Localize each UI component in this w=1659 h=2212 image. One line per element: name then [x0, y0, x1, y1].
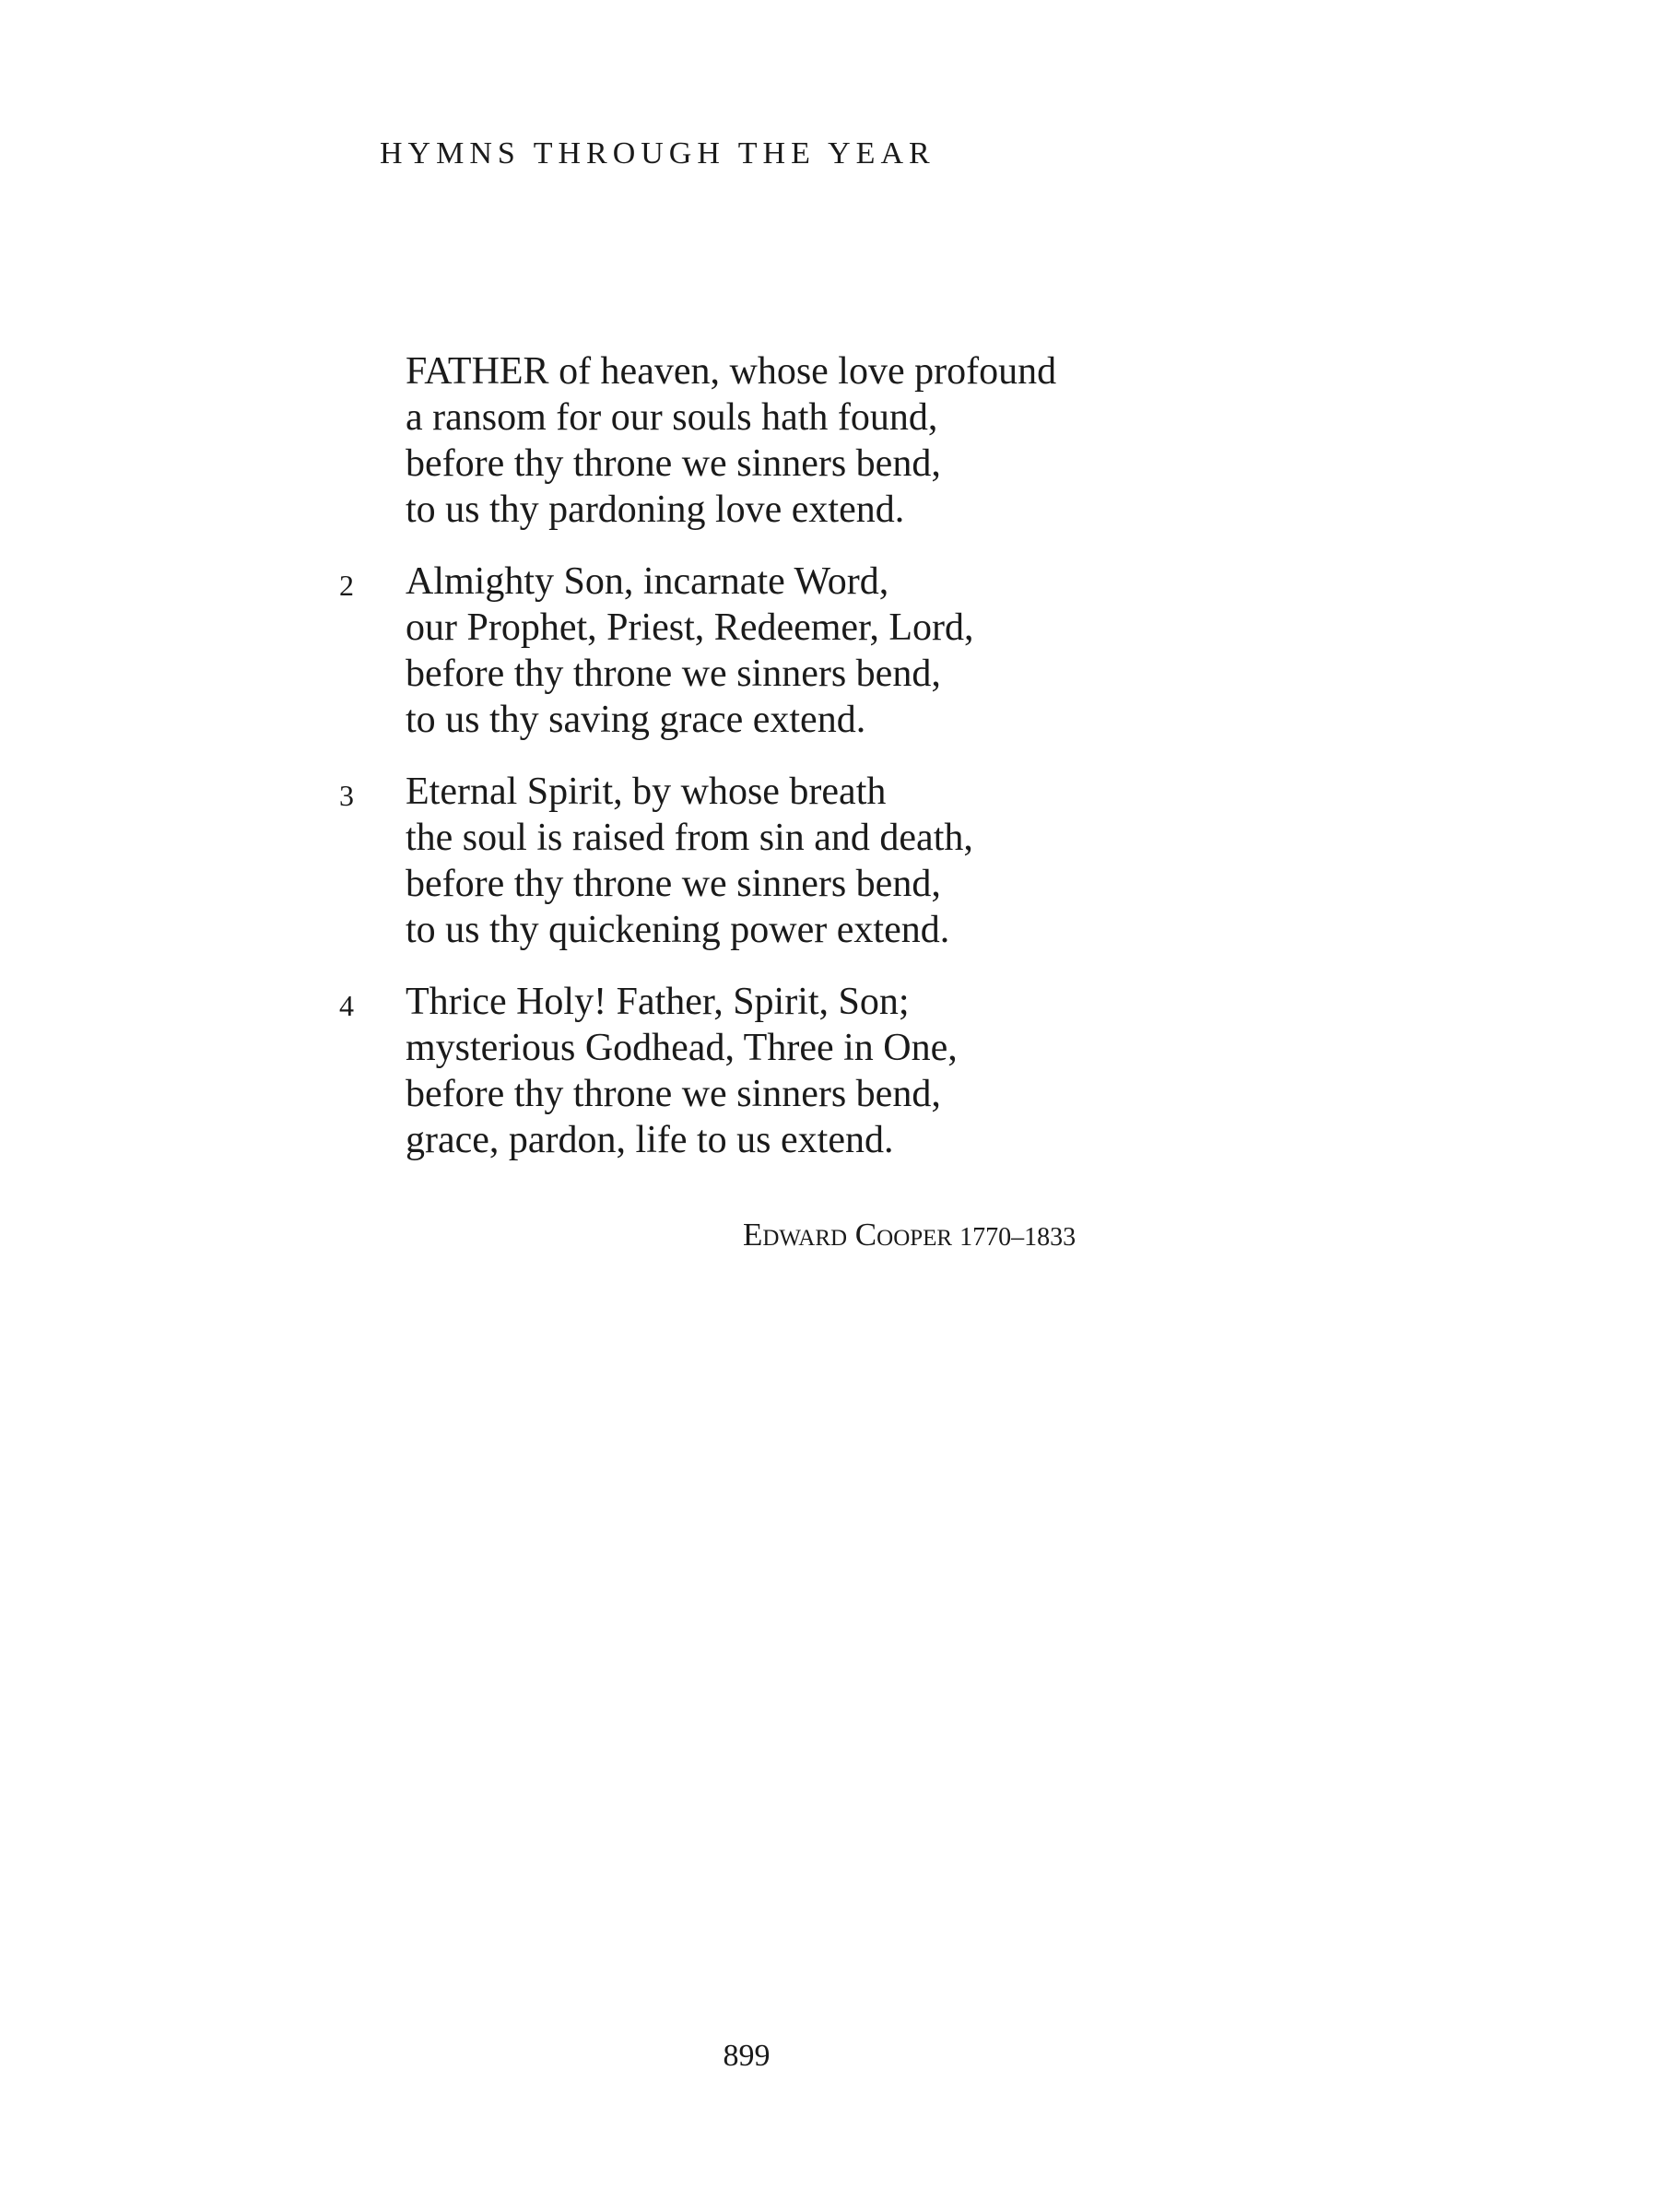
verse-number: 3: [339, 779, 354, 812]
author-name: Edward Cooper: [743, 1217, 953, 1253]
verse-line: Eternal Spirit, by whose breath: [406, 771, 887, 813]
author-dates: 1770–1833: [959, 1223, 1077, 1252]
verse-lines: [406, 559, 1261, 743]
verse-line: Almighty Son, incarnate Word,: [406, 560, 889, 603]
verse-line: a ransom for our souls hath found,: [406, 396, 938, 439]
verse-line: FATHER of heaven, whose love profound: [406, 350, 1057, 393]
verse-lines: [406, 348, 1261, 533]
verse-number: 4: [339, 989, 354, 1022]
author-attribution: [743, 1218, 1076, 1251]
running-head: HYMNS THROUGH THE YEAR: [380, 136, 935, 171]
verse-line: before thy throne we sinners bend,: [406, 442, 941, 485]
verse-2: [339, 559, 1261, 743]
verse-line: grace, pardon, life to us extend.: [406, 1119, 894, 1161]
hymn-text: [339, 348, 1261, 1189]
verse-line: to us thy saving grace extend.: [406, 699, 866, 741]
verse-3: [339, 769, 1261, 953]
verse-lines: [406, 769, 1261, 953]
verse-line: our Prophet, Priest, Redeemer, Lord,: [406, 606, 974, 649]
verse-4: [339, 979, 1261, 1163]
verse-line: the soul is raised from sin and death,: [406, 817, 973, 859]
verse-line: mysterious Godhead, Three in One,: [406, 1027, 958, 1069]
verse-line: Thrice Holy! Father, Spirit, Son;: [406, 981, 910, 1023]
verse-number: 2: [339, 569, 354, 602]
page-number: 899: [723, 2039, 771, 2073]
verse-line: before thy throne we sinners bend,: [406, 863, 941, 905]
verse-line: before thy throne we sinners bend,: [406, 653, 941, 695]
verse-line: before thy throne we sinners bend,: [406, 1073, 941, 1115]
verse-line: to us thy pardoning love extend.: [406, 488, 905, 531]
verse-line: to us thy quickening power extend.: [406, 909, 950, 951]
verse-1: [339, 348, 1261, 533]
verse-lines: [406, 979, 1261, 1163]
